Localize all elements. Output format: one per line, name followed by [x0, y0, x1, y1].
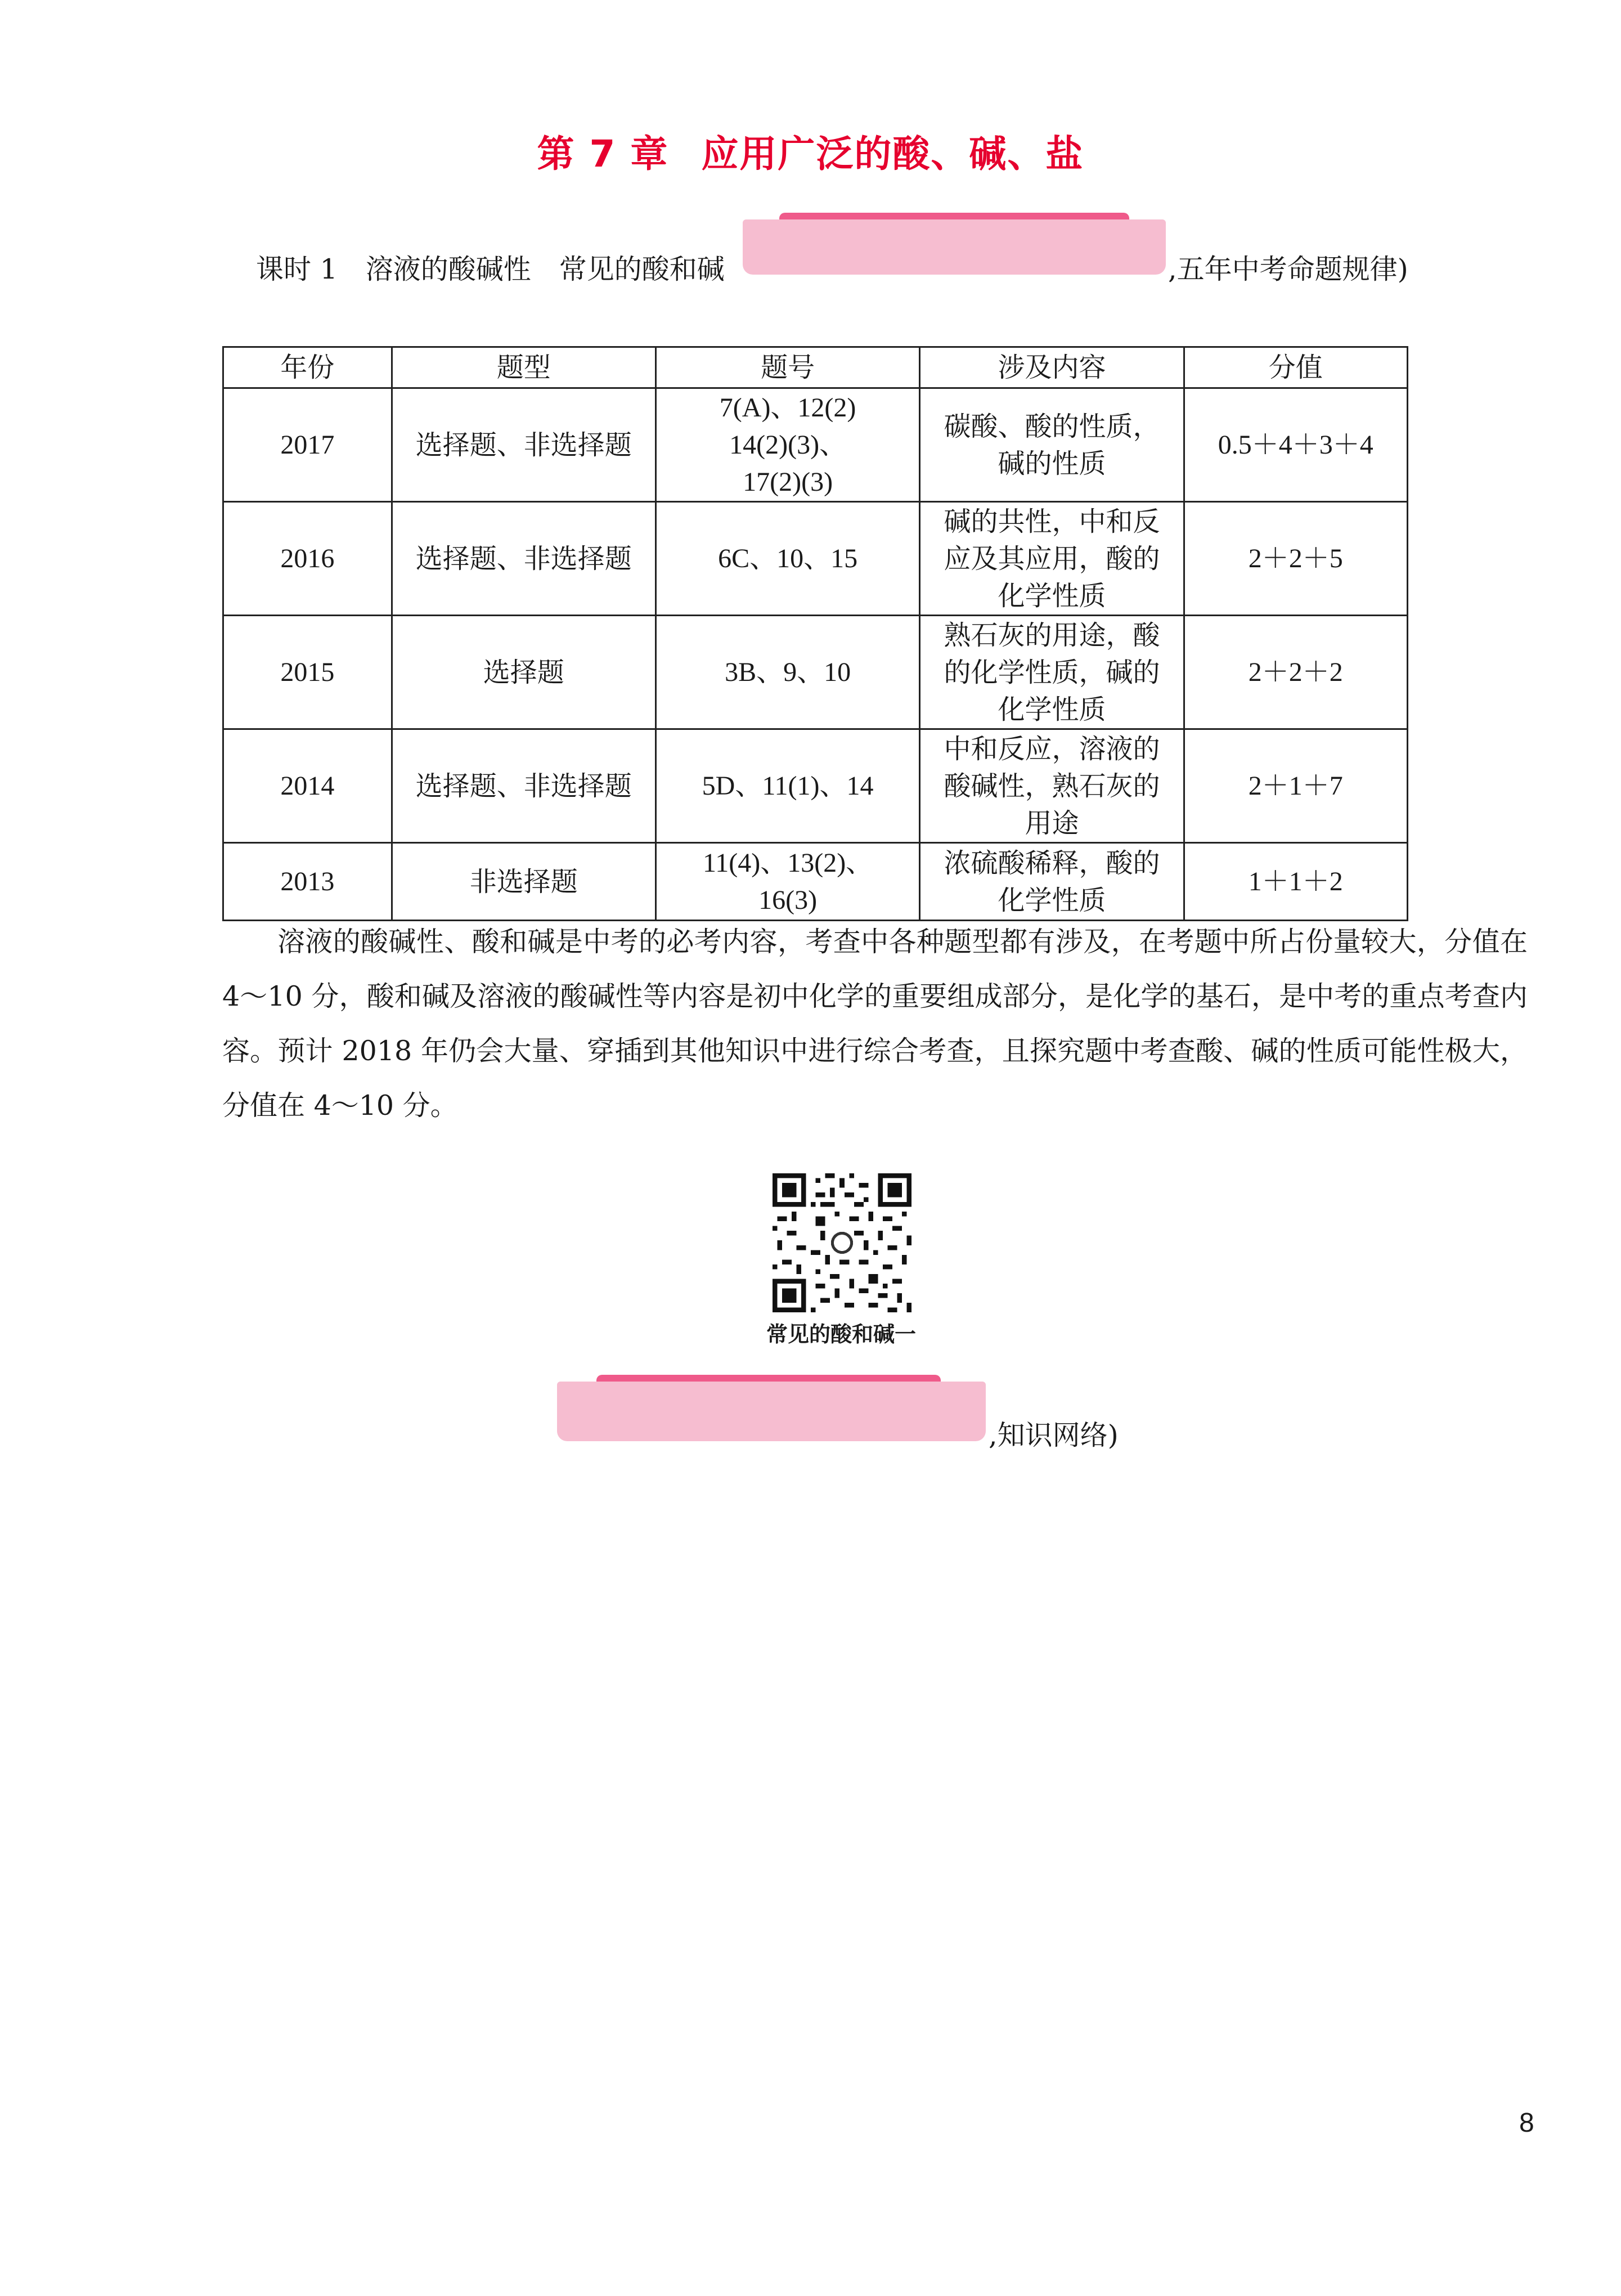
- cell-line: 11(4)、13(2)、: [703, 847, 873, 878]
- cell-score: 1＋1＋2: [1184, 843, 1407, 921]
- chapter-title: [0, 124, 1621, 177]
- cell-numbers: [655, 502, 919, 616]
- table-row: [223, 843, 1408, 921]
- section-label-knowledge-network: ,知识网络): [989, 1419, 1119, 1451]
- cell-line: 碱的共性，中和反: [944, 505, 1160, 537]
- cell-line: 的化学性质，碱的: [944, 656, 1160, 688]
- qr-code-icon[interactable]: [773, 1173, 911, 1312]
- cell-line: 7(A)、12(2): [719, 392, 856, 423]
- exam-history-table: [222, 346, 1408, 921]
- cell-line: 17(2)(3): [743, 467, 833, 497]
- cell-type: 非选择题: [392, 843, 655, 921]
- chapter-number: 第 7 章: [537, 132, 669, 176]
- section-banner-knowledge-network: [557, 1375, 986, 1441]
- cell-line: 化学性质: [998, 693, 1106, 725]
- chapter-name: 应用广泛的酸、碱、盐: [701, 132, 1084, 176]
- lesson-heading: [256, 248, 725, 287]
- lesson-subtopic: 常见的酸和碱: [559, 253, 725, 285]
- lesson-topic: 溶液的酸碱性: [365, 253, 531, 285]
- cell-content: [920, 729, 1184, 843]
- cell-score: 0.5＋4＋3＋4: [1184, 388, 1407, 502]
- cell-line: 16(3): [758, 885, 818, 915]
- cell-line: 5D、11(1)、14: [702, 770, 874, 801]
- section-banner-exam-rules: [743, 213, 1166, 275]
- cell-line: 化学性质: [998, 884, 1106, 916]
- header-number: 题号: [655, 347, 919, 388]
- cell-score: 2＋1＋7: [1184, 729, 1407, 843]
- summary-paragraph: [222, 914, 1528, 1133]
- cell-year: 2016: [223, 502, 392, 616]
- summary-text: 溶液的酸碱性、酸和碱是中考的必考内容，考查中各种题型都有涉及，在考题中所占份量较大，分值在4～10 分，酸和碱及溶液的酸碱性等内容是初中化学的重要组成部分，是化学的基石，是中考的重点考查内容。预计 2018 年仍会大量、穿插到其他知识中进行综合考查，且探究题中考查酸、碱的性质可能性极大，分值在 4～10 分。: [222, 926, 1528, 1122]
- cell-line: 熟石灰的用途，酸: [944, 619, 1160, 651]
- cell-line: 碳酸、酸的性质，: [944, 410, 1160, 442]
- page-number: 8: [1519, 2108, 1534, 2138]
- cell-year: 2013: [223, 843, 392, 921]
- cell-score: 2＋2＋5: [1184, 502, 1407, 616]
- cell-type: 选择题、非选择题: [392, 502, 655, 616]
- cell-line: 用途: [1025, 807, 1079, 839]
- table-header-row: [223, 347, 1408, 388]
- cell-line: 化学性质: [998, 580, 1106, 612]
- cell-numbers: [655, 388, 919, 502]
- table-row: [223, 729, 1408, 843]
- cell-score: 2＋2＋2: [1184, 616, 1407, 729]
- cell-content: [920, 502, 1184, 616]
- header-year: 年份: [223, 347, 392, 388]
- cell-line: 酸碱性，熟石灰的: [944, 770, 1160, 802]
- cell-numbers: [655, 843, 919, 921]
- cell-line: 中和反应，溶液的: [944, 733, 1160, 765]
- cell-line: 6C、10、15: [718, 543, 858, 573]
- header-score: 分值: [1184, 347, 1407, 388]
- header-content: 涉及内容: [920, 347, 1184, 388]
- cell-year: 2017: [223, 388, 392, 502]
- cell-numbers: [655, 616, 919, 729]
- section-label-exam-rules: ,五年中考命题规律): [1168, 253, 1408, 285]
- cell-line: 应及其应用，酸的: [944, 542, 1160, 575]
- cell-type: 选择题: [392, 616, 655, 729]
- cell-type: 选择题、非选择题: [392, 729, 655, 843]
- cell-line: 3B、9、10: [725, 657, 851, 687]
- cell-line: 浓硫酸稀释，酸的: [944, 847, 1160, 879]
- cell-content: [920, 616, 1184, 729]
- cell-year: 2015: [223, 616, 392, 729]
- cell-type: 选择题、非选择题: [392, 388, 655, 502]
- header-type: 题型: [392, 347, 655, 388]
- table-row: [223, 616, 1408, 729]
- table-row: [223, 502, 1408, 616]
- cell-numbers: [655, 729, 919, 843]
- table-row: [223, 388, 1408, 502]
- lesson-label: 课时 1: [256, 253, 338, 285]
- cell-line: 14(2)(3)、: [729, 429, 847, 460]
- qr-caption: 常见的酸和碱一: [766, 1321, 916, 1347]
- cell-content: [920, 843, 1184, 921]
- cell-year: 2014: [223, 729, 392, 843]
- cell-line: 碱的性质: [998, 447, 1106, 479]
- cell-content: [920, 388, 1184, 502]
